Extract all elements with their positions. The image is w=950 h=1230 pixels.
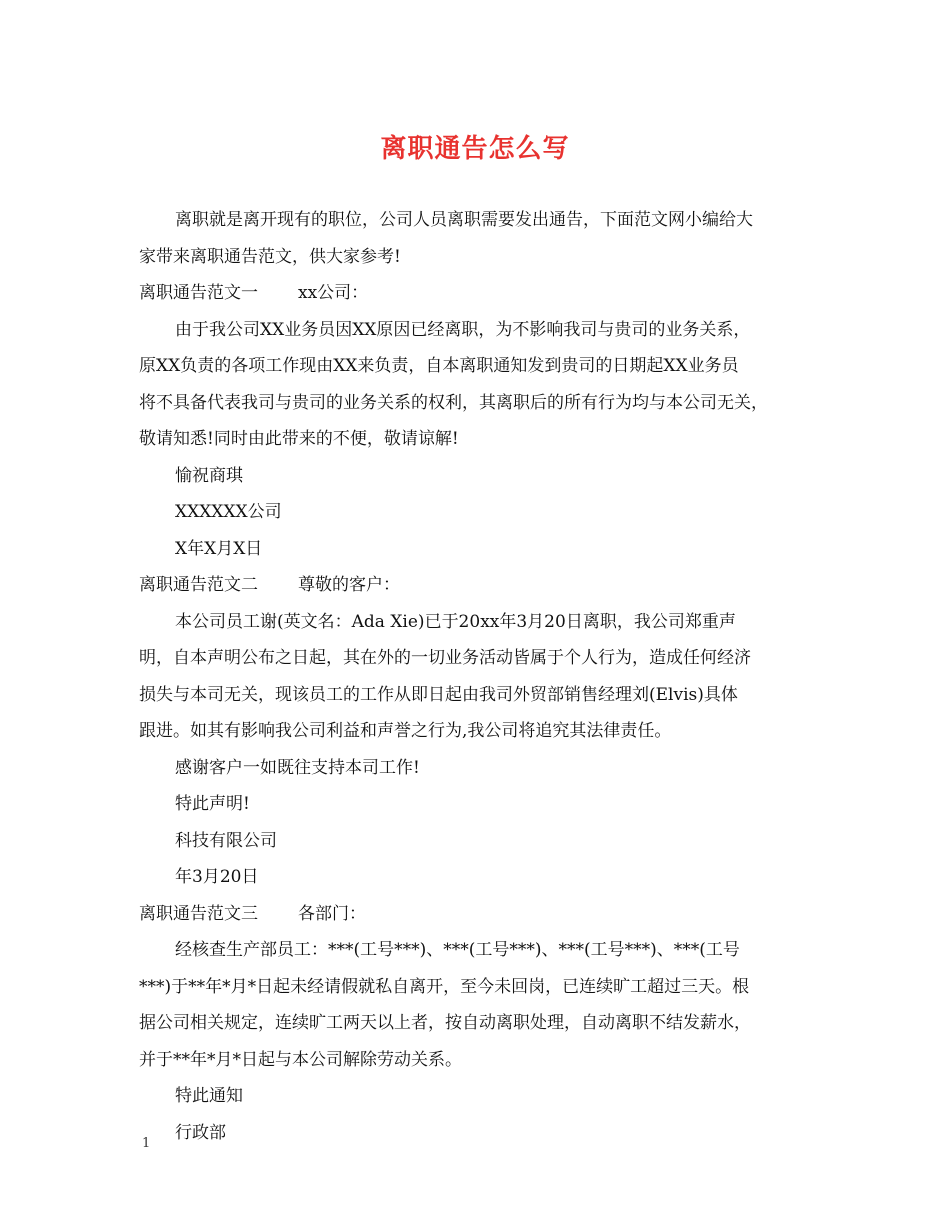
- text-line: [139, 604, 827, 641]
- text-line: [139, 348, 827, 385]
- text-line: [139, 713, 827, 750]
- line-text: 原XX负责的各项工作现由XX来负责，自本离职通知发到贵司的日期起XX业务员: [139, 356, 739, 376]
- line-text: 明，自本声明公布之日起，其在外的一切业务活动皆属于个人行为，造成任何经济: [139, 648, 751, 668]
- line-text: 特此声明!: [175, 794, 250, 814]
- page-number: 1: [142, 1136, 151, 1151]
- text-line: [139, 969, 827, 1006]
- line-text: 行政部: [175, 1122, 226, 1143]
- line-text: 由于我公司XX业务员因XX原因已经离职，为不影响我司与贵司的业务关系，: [175, 319, 751, 340]
- text-line: [139, 859, 827, 896]
- line-text: 敬请知悉!同时由此带来的不便，敬请谅解!: [139, 429, 459, 449]
- text-line: [139, 932, 827, 969]
- text-line: [139, 531, 827, 568]
- line-text: ***)于**年*月*日起未经请假就私自离开，至今未回岗，已连续旷工超过三天。根: [139, 976, 750, 997]
- salutation: xx公司：: [298, 283, 369, 303]
- section-heading-line: [139, 567, 827, 604]
- text-line: [139, 494, 827, 531]
- text-line: [139, 1115, 827, 1152]
- line-text: 年3月20日: [175, 867, 259, 887]
- text-line: [139, 202, 827, 239]
- line-text: 离职就是离开现有的职位，公司人员离职需要发出通告，下面范文网小编给大: [175, 210, 753, 230]
- line-text: 将不具备代表我司与贵司的业务关系的权利，其离职后的所有行为均与本公司无关，: [139, 392, 768, 413]
- line-text: 家带来离职通告范文，供大家参考!: [139, 246, 401, 267]
- line-text: 感谢客户一如既往支持本司工作!: [175, 757, 420, 778]
- section-heading-line: [139, 896, 827, 933]
- line-text: 愉祝商琪: [175, 465, 243, 486]
- line-text: 经核查生产部员工：***(工号***)、***(工号***)、***(工号***)、***(工号: [175, 940, 740, 960]
- text-line: [139, 823, 827, 860]
- text-line: [139, 677, 827, 714]
- salutation: 各部门：: [298, 903, 366, 924]
- text-line: [139, 1078, 827, 1115]
- line-text: 据公司相关规定，连续旷工两天以上者，按自动离职处理，自动离职不结发薪水，: [139, 1013, 751, 1033]
- line-text: 损失与本司无关，现该员工的工作从即日起由我司外贸部销售经理刘(Elvis)具体: [139, 684, 738, 705]
- section-heading-line: [139, 275, 827, 312]
- document-title: 离职通告怎么写: [380, 134, 570, 164]
- line-text: 科技有限公司: [175, 830, 277, 851]
- text-line: [139, 239, 827, 276]
- text-line: [139, 1005, 827, 1042]
- section-heading: 离职通告范文二: [139, 575, 258, 595]
- text-line: [139, 750, 827, 787]
- section-heading: 离职通告范文一: [139, 283, 258, 303]
- text-line: [139, 1042, 827, 1079]
- text-line: [139, 312, 827, 349]
- text-line: [139, 385, 827, 422]
- text-line: [139, 640, 827, 677]
- line-text: 并于**年*月*日起与本公司解除劳动关系。: [139, 1049, 462, 1070]
- salutation: 尊敬的客户：: [298, 575, 400, 595]
- document-body: [139, 202, 827, 1151]
- line-text: 特此通知: [175, 1086, 243, 1106]
- line-text: 跟进。如其有影响我公司利益和声誉之行为,我公司将追究其法律责任。: [139, 721, 672, 741]
- section-heading: 离职通告范文三: [139, 903, 258, 924]
- text-line: [139, 421, 827, 458]
- text-line: [139, 786, 827, 823]
- text-line: [139, 458, 827, 495]
- line-text: XXXXXX公司: [175, 502, 282, 522]
- line-text: 本公司员工谢(英文名：Ada Xie)已于20xx年3月20日离职，我公司郑重声: [175, 611, 736, 632]
- line-text: X年X月X日: [175, 538, 263, 559]
